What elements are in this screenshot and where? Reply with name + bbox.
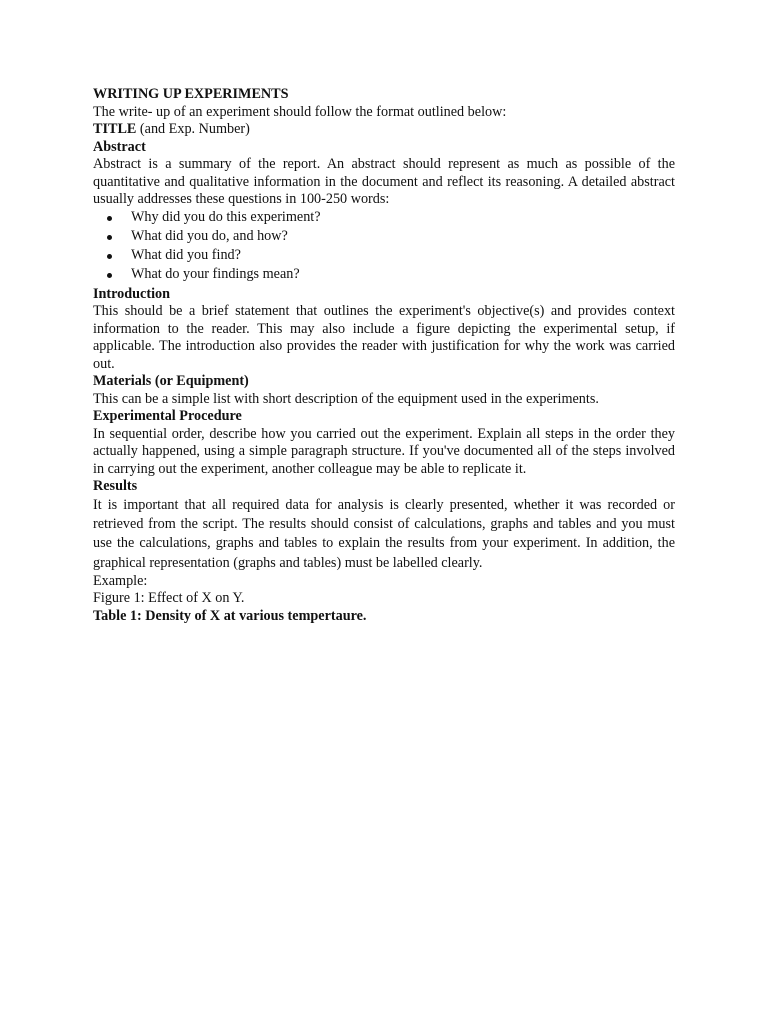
procedure-body: In sequential order, describe how you carried out the experiment. Explain all steps in the order they actually happened, using a simple paragraph structure. If you've documented all of the steps involved in carrying out the experiment, another colleague may be able to replicate it. bbox=[93, 425, 675, 477]
list-item-text: What did you do, and how? bbox=[131, 227, 288, 244]
abstract-questions-list bbox=[93, 209, 675, 286]
introduction-heading: Introduction bbox=[93, 285, 170, 302]
document-page bbox=[93, 86, 675, 625]
abstract-body: Abstract is a summary of the report. An abstract should represent as much as possible of the quantitative and qualitative information in the document and reflect its reasoning. A detailed abstract usually addresses these questions in 100-250 words: bbox=[93, 156, 675, 207]
title-line bbox=[93, 121, 675, 139]
results-body: It is important that all required data for analysis is clearly presented, whether it was recorded or retrieved from the script. The results should consist of calculations, graphs and tables and you must use the calculations, graphs and tables to explain the results from your experiment. In addition, the graphical representation (graphs and tables) must be labelled clearly. bbox=[93, 496, 675, 571]
list-item bbox=[93, 247, 675, 266]
bullet-icon bbox=[107, 235, 112, 240]
bullet-icon bbox=[107, 216, 112, 221]
list-item-text: What did you find? bbox=[131, 247, 241, 264]
bullet-icon bbox=[107, 273, 112, 278]
introduction-body: This should be a brief statement that outlines the experiment's objective(s) and provides context information to the reader. This may also include a figure depicting the experimental setup, if applicable. The introduction also provides the reader with justification for why the work was carried out. bbox=[93, 303, 675, 372]
document-heading: WRITING UP EXPERIMENTS bbox=[93, 86, 289, 102]
table-caption: Table 1: Density of X at various tempertaure. bbox=[93, 607, 367, 624]
list-item-text: Why did you do this experiment? bbox=[131, 208, 321, 225]
procedure-heading: Experimental Procedure bbox=[93, 408, 242, 425]
document-intro: The write- up of an experiment should follow the format outlined below: bbox=[93, 103, 507, 120]
materials-heading: Materials (or Equipment) bbox=[93, 373, 249, 390]
abstract-heading: Abstract bbox=[93, 138, 146, 155]
title-note: (and Exp. Number) bbox=[136, 121, 250, 137]
bullet-icon bbox=[107, 254, 112, 259]
figure-caption: Figure 1: Effect of X on Y. bbox=[93, 590, 245, 607]
materials-body: This can be a simple list with short description of the equipment used in the experiments. bbox=[93, 390, 599, 407]
title-label: TITLE bbox=[93, 121, 137, 137]
list-item-text: What do your findings mean? bbox=[131, 266, 300, 283]
results-heading: Results bbox=[93, 478, 138, 495]
list-item bbox=[93, 228, 675, 247]
list-item bbox=[93, 266, 675, 285]
example-label: Example: bbox=[93, 572, 148, 589]
list-item bbox=[93, 209, 675, 228]
